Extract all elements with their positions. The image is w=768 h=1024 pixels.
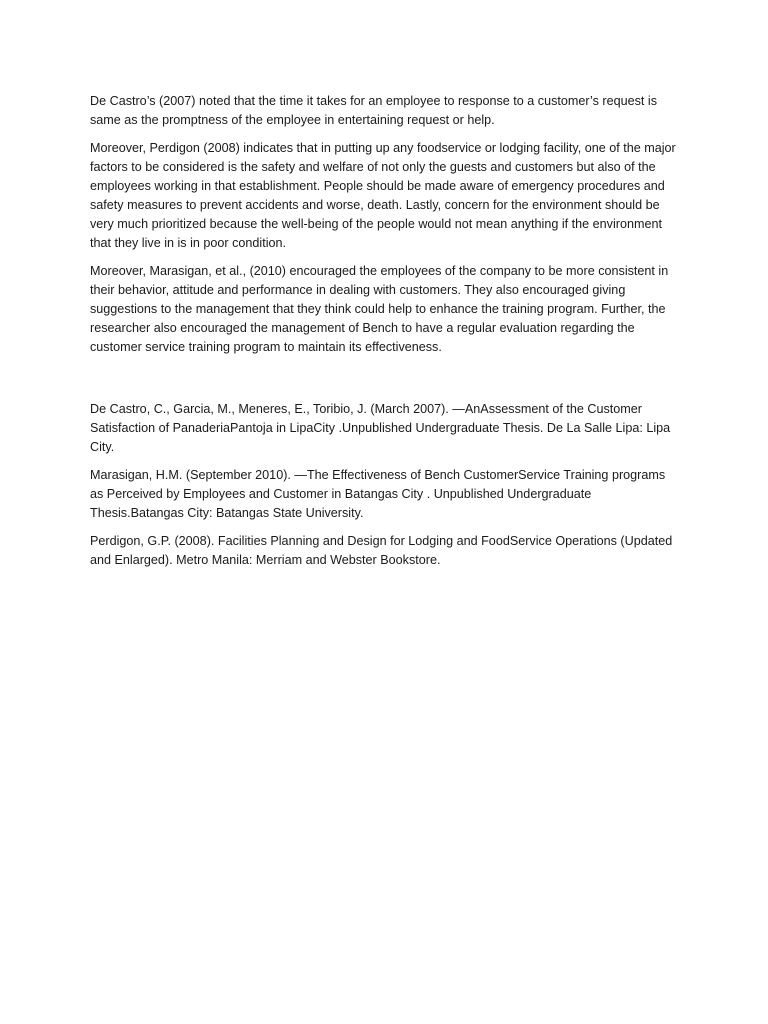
body-section — [90, 92, 680, 357]
references-section — [90, 400, 680, 570]
reference-perdigon: Perdigon, G.P. (2008). Facilities Planning and Design for Lodging and FoodService Operations (Updated and Enlarged). Metro Manila: Merriam and Webster Bookstore. — [90, 534, 673, 567]
reference-marasigan: Marasigan, H.M. (September 2010). —The Effectiveness of Bench CustomerService Training programs as Perceived by Employees and Customer in Batangas City . Unpublished Undergraduate Thesis.Batangas City: Batangas State University. — [90, 468, 666, 520]
paragraph-de-castro: De Castro’s (2007) noted that the time it takes for an employee to response to a customer’s request is same as the promptness of the employee in entertaining request or help. — [90, 94, 658, 127]
paragraph-perdigon: Moreover, Perdigon (2008) indicates that in putting up any foodservice or lodging facility, one of the major factors to be considered is the safety and welfare of not only the guests and customers but also of the employees working in that establishment. People should be made aware of emergency procedures and safety measures to prevent accidents and worse, death. Lastly, concern for the environment should be very much prioritized because the well-being of the people would not mean anything if the environment that they live in is in poor condition. — [90, 141, 676, 250]
reference-de-castro: De Castro, C., Garcia, M., Meneres, E., Toribio, J. (March 2007). —AnAssessment of the Customer Satisfaction of PanaderiaPantoja in LipaCity .Unpublished Undergraduate Thesis. De La Salle Lipa: Lipa City. — [90, 402, 671, 454]
document-page — [90, 92, 680, 579]
paragraph-marasigan: Moreover, Marasigan, et al., (2010) encouraged the employees of the company to be more consistent in their behavior, attitude and performance in dealing with customers. They also encouraged giving suggestions to the management that they think could help to enhance the training program. Further, the researcher also encouraged the management of Bench to have a regular evaluation regarding the customer service training program to maintain its effectiveness. — [90, 264, 669, 354]
